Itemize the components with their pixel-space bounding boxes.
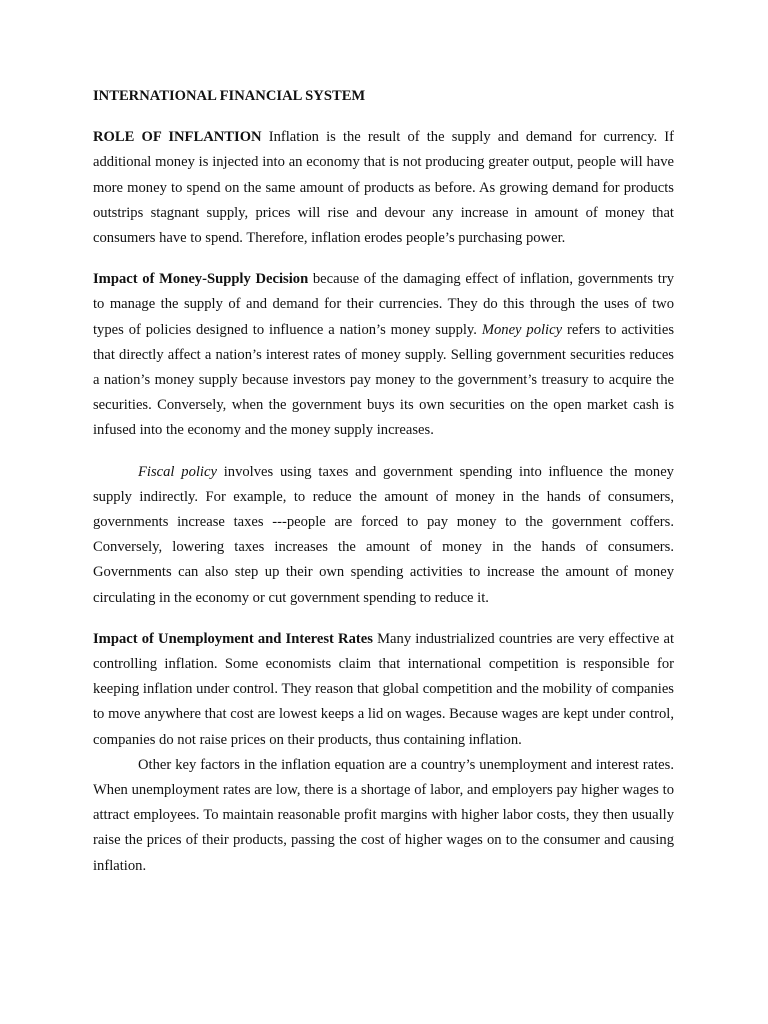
text-unemployment-interest: Many industrialized countries are very effective at controlling inflation. Some economists claim that international competition is responsible for keeping inflation under control. They reason that global competition and the mobility of companies to move anywhere that cost are lowest keeps a lid on wages. Because wages are kept under control, companies do not raise prices on their products, thus containing inflation. [93, 630, 675, 748]
heading-money-supply-decision: Impact of Money-Supply Decision [93, 271, 309, 288]
heading-unemployment-interest: Impact of Unemployment and Interest Rates [93, 630, 373, 647]
text-other-factors: Other key factors in the inflation equation are a country’s unemployment and interest rates. When unemployment rates are low, there is a shortage of labor, and employers pay higher wages to attract employees. To maintain reasonable profit margins with higher labor costs, they then usually raise the prices of their products, passing the cost of higher wages on to the consumer and causing inflation. [93, 756, 674, 874]
term-money-policy: Money policy [481, 321, 563, 338]
heading-role-of-inflation: ROLE OF INFLANTION [93, 129, 262, 146]
text-role-of-inflation: Inflation is the result of the supply and demand for currency. If additional money is injected into an economy that is not producing greater output, people will have more money to spend on the same amount of products as before. As growing demand for products outstrips stagnant supply, prices will rise and devour any increase in amount of money that consumers have to spend. Therefore, inflation erodes people’s purchasing power. [93, 129, 674, 247]
text-money-supply-a: because of the damaging effect of inflation, governments try to manage the supply of and demand for their currencies. They do this through the uses of two types of policies designed to influence a nation’s money supply. [93, 271, 674, 338]
text-fiscal-policy: involves using taxes and government spending into influence the money supply indirectly. For example, to reduce the amount of money in the hands of consumers, governments increase taxes ---people are forced to pay money to the government coffers. Conversely, lowering taxes increases the amount of money in the hands of consumers. Governments can also step up their own spending activities to increase the amount of money circulating in the economy or cut government spending to reduce it. [93, 463, 674, 606]
document-title: INTERNATIONAL FINANCIAL SYSTEM [93, 88, 366, 104]
term-fiscal-policy: Fiscal policy [138, 463, 217, 480]
paragraph-money-supply-decision [93, 267, 674, 443]
paragraph-fiscal-policy [93, 460, 674, 611]
paragraph-other-factors [93, 753, 674, 879]
paragraph-role-of-inflation [93, 125, 674, 251]
document-page [93, 84, 674, 879]
paragraph-unemployment-interest [93, 627, 674, 753]
text-money-supply-b: refers to activities that directly affect a nation’s interest rates of money supply. Selling government securities reduces a nation’s money supply because investors pay money to the government’s treasury to acquire the securities. Conversely, when the government buys its own securities on the open market cash is infused into the economy and the money supply increases. [93, 321, 674, 439]
